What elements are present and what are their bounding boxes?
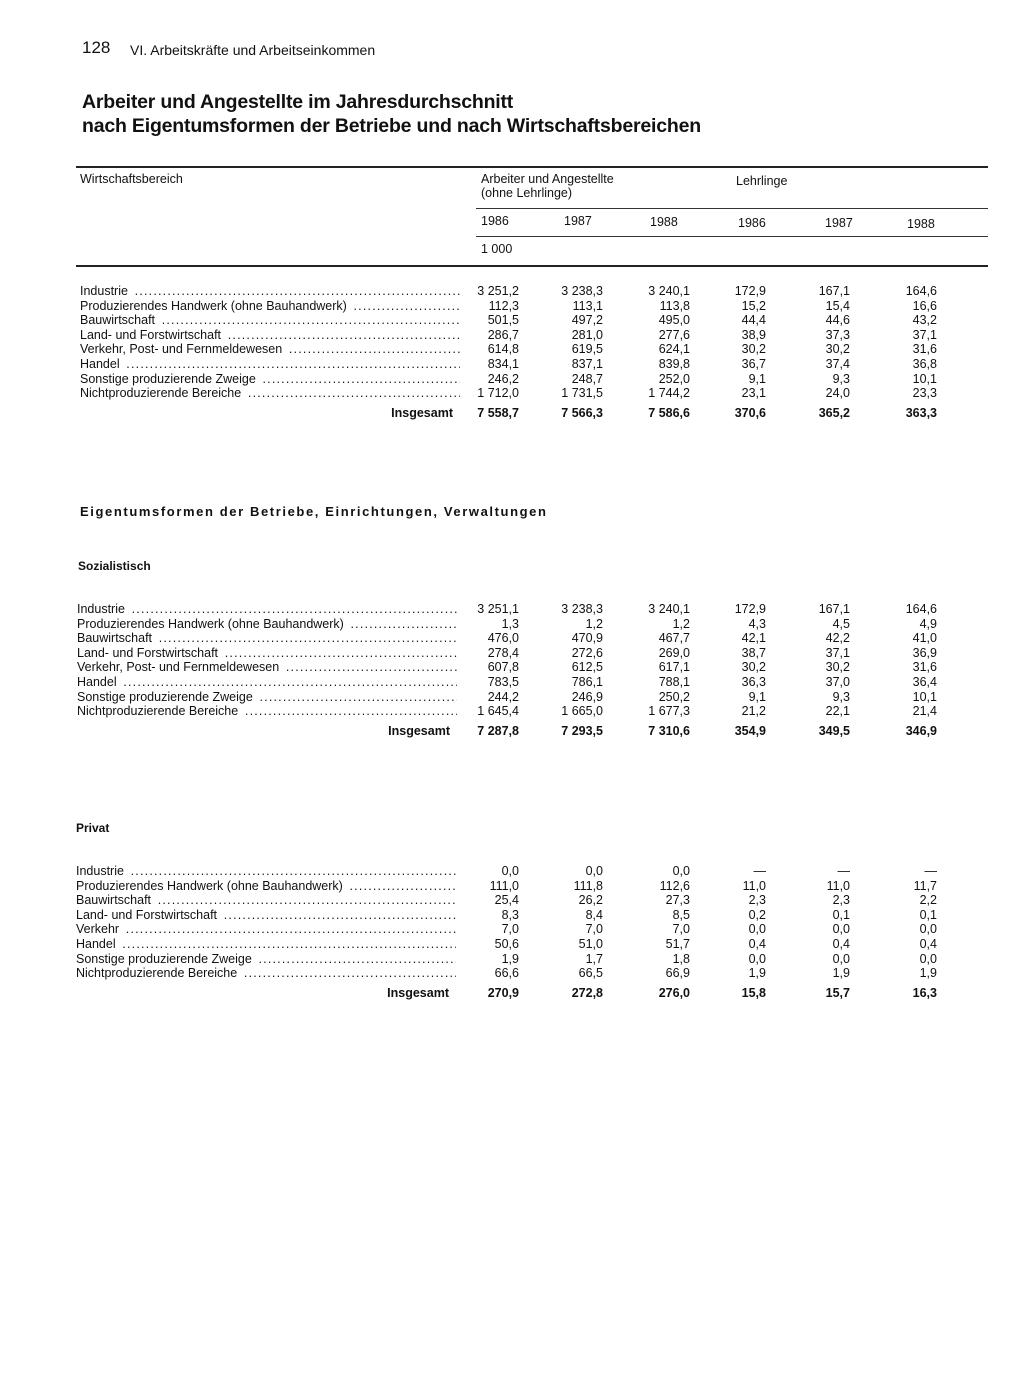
value-cell: 0,0 xyxy=(832,922,850,937)
table-row xyxy=(0,284,1024,298)
row-label-text: Land- und Forstwirtschaft xyxy=(76,907,218,922)
row-label-text: Bauwirtschaft xyxy=(80,313,156,328)
total-value-cell: 365,2 xyxy=(818,406,850,420)
row-label xyxy=(76,922,456,936)
value-cell: 0,1 xyxy=(832,907,850,922)
value-cell: 11,0 xyxy=(826,878,850,893)
value-cell: 1,9 xyxy=(919,966,937,981)
value-cell: 250,2 xyxy=(658,689,690,704)
value-cell: 1,3 xyxy=(501,616,519,631)
row-label xyxy=(80,284,460,298)
value-cell: 1 665,0 xyxy=(561,704,603,719)
total-value-cell: 7 566,3 xyxy=(561,406,603,420)
value-cell: 786,1 xyxy=(571,675,603,689)
value-cell: 23,1 xyxy=(741,386,766,401)
row-label xyxy=(80,313,460,327)
value-cell: 7,0 xyxy=(585,922,603,937)
value-cell: 7,0 xyxy=(672,922,690,937)
value-cell: 66,9 xyxy=(665,966,690,981)
value-cell: 2,3 xyxy=(832,893,850,908)
title-line-1: Arbeiter und Angestellte im Jahresdurchschnitt xyxy=(82,91,514,113)
value-cell: 7,0 xyxy=(501,922,519,937)
value-cell: 9,1 xyxy=(748,371,766,386)
table-row xyxy=(0,357,1024,371)
value-cell: 0,0 xyxy=(919,922,937,937)
subsection-title-privat: Privat xyxy=(76,821,110,835)
value-cell: 30,2 xyxy=(825,660,850,675)
column-group-arbeiter-line-2: (ohne Lehrlinge) xyxy=(481,186,573,200)
row-label xyxy=(77,675,457,689)
value-cell: 1 731,5 xyxy=(561,386,603,401)
value-cell: 286,7 xyxy=(487,327,519,342)
table-row xyxy=(0,690,1024,704)
value-cell: 164,6 xyxy=(905,284,937,298)
value-cell: — xyxy=(753,864,766,878)
value-cell: 837,1 xyxy=(571,357,603,371)
value-cell: 269,0 xyxy=(658,645,690,660)
table-row xyxy=(0,386,1024,400)
value-cell: 51,7 xyxy=(665,937,690,951)
column-header-wirtschaftsbereich: Wirtschaftsbereich xyxy=(80,172,183,186)
value-cell: 51,0 xyxy=(578,937,603,951)
value-cell: 164,6 xyxy=(905,602,937,616)
row-label-text: Handel xyxy=(77,675,117,689)
table-row xyxy=(0,893,1024,907)
total-value-cell: 15,7 xyxy=(825,986,850,1000)
value-cell: 476,0 xyxy=(487,631,519,646)
value-cell: 0,4 xyxy=(919,937,937,951)
value-cell: 0,0 xyxy=(748,951,766,966)
value-cell: 624,1 xyxy=(658,342,690,357)
table-row xyxy=(0,922,1024,936)
value-cell: 112,3 xyxy=(488,298,519,313)
value-cell: 24,0 xyxy=(825,386,850,401)
total-value-cell: 276,0 xyxy=(658,986,690,1000)
value-cell: 1,9 xyxy=(501,951,519,966)
value-cell: 113,1 xyxy=(572,298,603,313)
value-cell: 111,0 xyxy=(489,878,519,893)
value-cell: 15,4 xyxy=(825,298,850,313)
total-value-cell: 7 310,6 xyxy=(648,724,690,738)
total-label: Insgesamt xyxy=(391,406,453,420)
value-cell: 43,2 xyxy=(912,313,937,328)
total-value-cell: 272,8 xyxy=(571,986,603,1000)
value-cell: 9,1 xyxy=(748,689,766,704)
total-value-cell: 7 558,7 xyxy=(477,406,519,420)
row-label-text: Land- und Forstwirtschaft xyxy=(80,327,222,342)
value-cell: 281,0 xyxy=(571,327,603,342)
value-cell: 3 240,1 xyxy=(648,602,690,616)
value-cell: 172,9 xyxy=(734,602,766,616)
row-label-text: Verkehr, Post- und Fernmeldewesen xyxy=(80,342,283,357)
total-row xyxy=(0,406,1024,421)
row-label-text: Nichtproduzierende Bereiche xyxy=(80,386,242,401)
table-row xyxy=(0,617,1024,631)
page-number: 128 xyxy=(82,38,111,57)
row-label xyxy=(77,690,457,704)
value-cell: 30,2 xyxy=(741,660,766,675)
table-row xyxy=(0,313,1024,327)
value-cell: 42,1 xyxy=(741,631,766,646)
value-cell: 26,2 xyxy=(578,893,603,908)
header-top-rule xyxy=(76,166,988,168)
table-row xyxy=(0,864,1024,878)
value-cell: 113,8 xyxy=(659,298,690,313)
value-cell: 783,5 xyxy=(487,675,519,689)
table-row xyxy=(0,908,1024,922)
row-label xyxy=(80,357,460,371)
row-label xyxy=(76,879,456,893)
row-label-text: Industrie xyxy=(80,284,128,298)
value-cell: 0,0 xyxy=(919,951,937,966)
value-cell: 30,2 xyxy=(741,342,766,357)
row-label-text: Industrie xyxy=(76,864,124,878)
column-year-1987-a: 1987 xyxy=(564,214,592,228)
row-label-text: Produzierendes Handwerk (ohne Bauhandwerk) xyxy=(77,616,344,631)
row-label-text: Produzierendes Handwerk (ohne Bauhandwerk) xyxy=(80,298,347,313)
value-cell: 3 238,3 xyxy=(561,284,603,298)
value-cell: 11,0 xyxy=(742,878,766,893)
row-label-text: Produzierendes Handwerk (ohne Bauhandwerk) xyxy=(76,878,343,893)
total-value-cell: 363,3 xyxy=(905,406,937,420)
column-group-arbeiter-line-1: Arbeiter und Angestellte xyxy=(481,172,614,186)
header-year-rule xyxy=(476,236,988,237)
value-cell: 1,2 xyxy=(672,616,690,631)
value-cell: 38,7 xyxy=(741,645,766,660)
value-cell: 0,0 xyxy=(748,922,766,937)
table-row xyxy=(0,631,1024,645)
value-cell: 1 712,0 xyxy=(477,386,519,401)
value-cell: 22,1 xyxy=(825,704,850,719)
value-cell: 0,2 xyxy=(748,907,766,922)
header-bottom-rule xyxy=(76,265,988,267)
value-cell: 839,8 xyxy=(658,357,690,371)
value-cell: 37,4 xyxy=(825,357,850,371)
row-label xyxy=(80,299,460,313)
column-year-1986-a: 1986 xyxy=(481,214,509,228)
value-cell: 66,6 xyxy=(494,966,519,981)
value-cell: 619,5 xyxy=(571,342,603,357)
column-group-lehrlinge: Lehrlinge xyxy=(736,174,788,188)
row-label-text: Industrie xyxy=(77,602,125,616)
table-row xyxy=(0,342,1024,356)
value-cell: 1 744,2 xyxy=(648,386,690,401)
value-cell: 4,5 xyxy=(832,616,850,631)
table-row xyxy=(0,646,1024,660)
value-cell: 36,9 xyxy=(912,645,937,660)
value-cell: 495,0 xyxy=(658,313,690,328)
value-cell: 497,2 xyxy=(571,313,603,328)
value-cell: 1,9 xyxy=(832,966,850,981)
total-value-cell: 346,9 xyxy=(905,724,937,738)
value-cell: 617,1 xyxy=(658,660,690,675)
value-cell: 246,9 xyxy=(571,689,603,704)
row-label-text: Land- und Forstwirtschaft xyxy=(77,645,219,660)
row-label-text: Verkehr, Post- und Fernmeldewesen xyxy=(77,660,280,675)
row-label xyxy=(77,704,457,718)
value-cell: 0,4 xyxy=(748,937,766,951)
value-cell: 8,4 xyxy=(585,907,603,922)
row-label xyxy=(80,386,460,400)
value-cell: 1 677,3 xyxy=(648,704,690,719)
total-value-cell: 270,9 xyxy=(487,986,519,1000)
section-heading: Eigentumsformen der Betriebe, Einrichtungen, Verwaltungen xyxy=(80,504,548,519)
value-cell: 16,6 xyxy=(912,298,937,313)
value-cell: 0,0 xyxy=(832,951,850,966)
table-row xyxy=(0,372,1024,386)
column-year-1987-b: 1987 xyxy=(825,216,853,230)
value-cell: 607,8 xyxy=(487,660,519,675)
value-cell: 21,2 xyxy=(741,704,766,719)
value-cell: 0,0 xyxy=(585,864,603,878)
total-value-cell: 7 293,5 xyxy=(561,724,603,738)
value-cell: 10,1 xyxy=(912,371,937,386)
table-row xyxy=(0,675,1024,689)
total-value-cell: 370,6 xyxy=(734,406,766,420)
value-cell: — xyxy=(837,864,850,878)
value-cell: 467,7 xyxy=(658,631,690,646)
row-label xyxy=(77,631,457,645)
value-cell: 36,8 xyxy=(912,357,937,371)
value-cell: 112,6 xyxy=(659,878,690,893)
table-row xyxy=(0,937,1024,951)
value-cell: 41,0 xyxy=(912,631,937,646)
value-cell: — xyxy=(924,864,937,878)
value-cell: 31,6 xyxy=(912,660,937,675)
value-cell: 3 238,3 xyxy=(561,602,603,616)
total-label: Insgesamt xyxy=(387,986,449,1000)
row-label xyxy=(76,937,456,951)
value-cell: 0,1 xyxy=(919,907,937,922)
row-label xyxy=(76,966,456,980)
column-year-1986-b: 1986 xyxy=(738,216,766,230)
row-label-text: Bauwirtschaft xyxy=(77,631,153,646)
value-cell: 4,3 xyxy=(748,616,766,631)
value-cell: 3 240,1 xyxy=(648,284,690,298)
value-cell: 42,2 xyxy=(825,631,850,646)
value-cell: 0,0 xyxy=(672,864,690,878)
row-label-text: Sonstige produzierende Zweige xyxy=(80,371,256,386)
value-cell: 3 251,1 xyxy=(477,602,519,616)
value-cell: 3 251,2 xyxy=(477,284,519,298)
value-cell: 9,3 xyxy=(832,689,850,704)
value-cell: 44,6 xyxy=(825,313,850,328)
row-label xyxy=(77,646,457,660)
row-label-text: Handel xyxy=(80,357,120,371)
value-cell: 27,3 xyxy=(665,893,690,908)
value-cell: 37,0 xyxy=(825,675,850,689)
value-cell: 252,0 xyxy=(658,371,690,386)
row-label-text: Nichtproduzierende Bereiche xyxy=(76,966,238,981)
value-cell: 612,5 xyxy=(571,660,603,675)
row-label xyxy=(80,342,460,356)
value-cell: 470,9 xyxy=(571,631,603,646)
row-label-text: Sonstige produzierende Zweige xyxy=(77,689,253,704)
table-title xyxy=(82,90,701,138)
value-cell: 111,8 xyxy=(573,878,603,893)
row-label-text: Bauwirtschaft xyxy=(76,893,152,908)
row-label xyxy=(76,864,456,878)
value-cell: 10,1 xyxy=(912,689,937,704)
value-cell: 66,5 xyxy=(578,966,603,981)
value-cell: 15,2 xyxy=(741,298,766,313)
row-label-text: Handel xyxy=(76,937,116,951)
value-cell: 501,5 xyxy=(487,313,519,328)
value-cell: 278,4 xyxy=(487,645,519,660)
total-value-cell: 7 586,6 xyxy=(648,406,690,420)
value-cell: 37,1 xyxy=(825,645,850,660)
running-head: VI. Arbeitskräfte und Arbeitseinkommen xyxy=(130,42,376,58)
value-cell: 31,6 xyxy=(912,342,937,357)
table-row xyxy=(0,299,1024,313)
value-cell: 834,1 xyxy=(487,357,519,371)
row-label-text: Verkehr xyxy=(76,922,120,937)
row-label-text: Sonstige produzierende Zweige xyxy=(76,951,252,966)
row-label xyxy=(76,893,456,907)
value-cell: 172,9 xyxy=(734,284,766,298)
value-cell: 167,1 xyxy=(818,284,850,298)
value-cell: 277,6 xyxy=(658,327,690,342)
value-cell: 21,4 xyxy=(912,704,937,719)
value-cell: 788,1 xyxy=(658,675,690,689)
row-label xyxy=(77,617,457,631)
value-cell: 167,1 xyxy=(818,602,850,616)
row-label xyxy=(80,372,460,386)
title-line-2: nach Eigentumsformen der Betriebe und nach Wirtschaftsbereichen xyxy=(82,115,701,137)
column-year-1988-b: 1988 xyxy=(907,217,935,231)
row-label xyxy=(76,952,456,966)
value-cell: 36,7 xyxy=(741,357,766,371)
header-group-rule xyxy=(476,208,988,209)
total-value-cell: 7 287,8 xyxy=(477,724,519,738)
row-label xyxy=(80,328,460,342)
table-row xyxy=(0,602,1024,616)
subsection-title-sozialistisch: Sozialistisch xyxy=(78,559,151,573)
value-cell: 2,2 xyxy=(919,893,937,908)
table-row xyxy=(0,966,1024,980)
value-cell: 36,3 xyxy=(741,675,766,689)
total-value-cell: 354,9 xyxy=(734,724,766,738)
value-cell: 38,9 xyxy=(741,327,766,342)
total-value-cell: 349,5 xyxy=(818,724,850,738)
table-row xyxy=(0,704,1024,718)
value-cell: 25,4 xyxy=(494,893,519,908)
total-value-cell: 15,8 xyxy=(741,986,766,1000)
value-cell: 0,0 xyxy=(501,864,519,878)
value-cell: 1,9 xyxy=(748,966,766,981)
unit-label: 1 000 xyxy=(481,242,513,256)
value-cell: 8,3 xyxy=(501,907,519,922)
total-row xyxy=(0,724,1024,739)
row-label xyxy=(76,908,456,922)
total-label: Insgesamt xyxy=(388,724,450,738)
value-cell: 0,4 xyxy=(832,937,850,951)
value-cell: 244,2 xyxy=(487,689,519,704)
value-cell: 1,2 xyxy=(585,616,603,631)
table-row xyxy=(0,660,1024,674)
value-cell: 23,3 xyxy=(912,386,937,401)
total-row xyxy=(0,986,1024,1001)
value-cell: 11,7 xyxy=(913,878,937,893)
row-label xyxy=(77,602,457,616)
table-row xyxy=(0,879,1024,893)
value-cell: 1 645,4 xyxy=(477,704,519,719)
table-row xyxy=(0,952,1024,966)
value-cell: 1,7 xyxy=(585,951,603,966)
column-year-1988-a: 1988 xyxy=(650,215,678,229)
value-cell: 4,9 xyxy=(919,616,937,631)
value-cell: 44,4 xyxy=(741,313,766,328)
value-cell: 248,7 xyxy=(571,371,603,386)
value-cell: 37,3 xyxy=(825,327,850,342)
value-cell: 8,5 xyxy=(672,907,690,922)
total-value-cell: 16,3 xyxy=(912,986,937,1000)
value-cell: 37,1 xyxy=(912,327,937,342)
row-label xyxy=(77,660,457,674)
value-cell: 614,8 xyxy=(487,342,519,357)
value-cell: 36,4 xyxy=(912,675,937,689)
value-cell: 2,3 xyxy=(748,893,766,908)
table-row xyxy=(0,328,1024,342)
value-cell: 50,6 xyxy=(494,937,519,951)
value-cell: 1,8 xyxy=(672,951,690,966)
value-cell: 30,2 xyxy=(825,342,850,357)
value-cell: 9,3 xyxy=(832,371,850,386)
value-cell: 246,2 xyxy=(487,371,519,386)
row-label-text: Nichtproduzierende Bereiche xyxy=(77,704,239,719)
value-cell: 272,6 xyxy=(571,645,603,660)
